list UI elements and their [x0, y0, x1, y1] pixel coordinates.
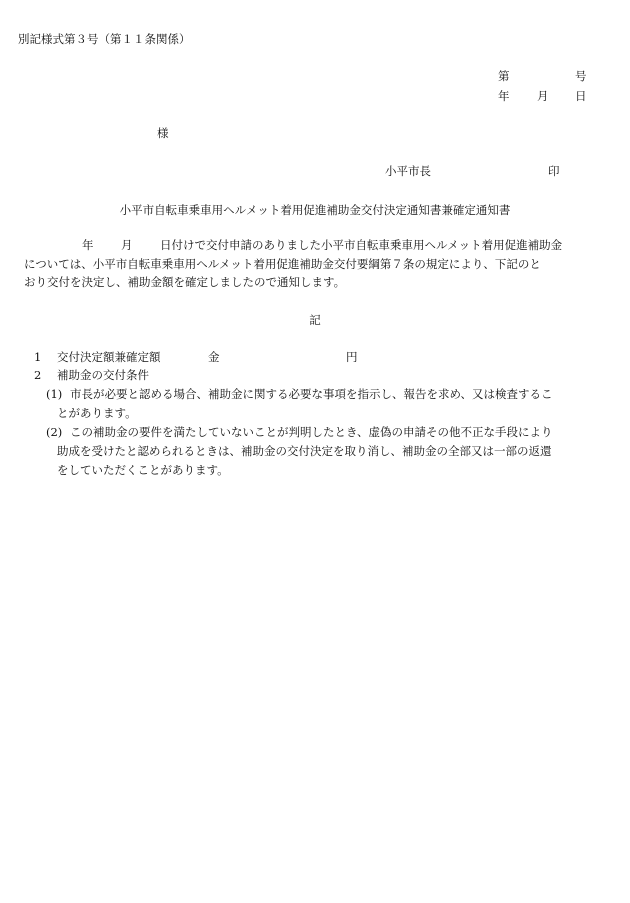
intro-month: 月 — [121, 238, 133, 252]
sender-name: 小平市長 — [385, 164, 431, 178]
date-day: 日 — [575, 89, 587, 103]
issue-number-prefix: 第 — [498, 69, 510, 83]
cond1-number: (1) — [46, 387, 63, 401]
intro-year: 年 — [82, 238, 94, 252]
item2-number: 2 — [34, 368, 42, 382]
form-label: 別記様式第３号（第１１条関係） — [18, 32, 191, 46]
cond2-line2: 助成を受けたと認められるときは、補助金の交付決定を取り消し、補助金の全部又は一部の返還 — [57, 444, 552, 458]
item1-kin: 金 — [208, 350, 220, 364]
cond1-line1: 市長が必要と認める場合、補助金に関する必要な事項を指示し、報告を求め、又は検査するこ — [70, 387, 553, 401]
seal-mark: 印 — [548, 164, 560, 178]
addressee-honorific: 様 — [157, 126, 169, 140]
date-year: 年 — [498, 89, 510, 103]
document-title: 小平市自転車乗車用ヘルメット着用促進補助金交付決定通知書兼確定通知書 — [119, 203, 511, 217]
intro-line2: については、小平市自転車乗車用ヘルメット着用促進補助金交付要綱第７条の規定により、下記のと — [24, 257, 541, 271]
item1-number: 1 — [34, 350, 42, 364]
date-month: 月 — [537, 89, 549, 103]
ki-heading: 記 — [309, 313, 321, 327]
intro-line3: おり交付を決定し、補助金額を確定しましたので通知します。 — [24, 275, 346, 289]
cond2-line3: をしていただくことがあります。 — [57, 463, 229, 477]
item1-yen: 円 — [346, 350, 358, 364]
cond2-line1: この補助金の要件を満たしていないことが判明したとき、虚偽の申請その他不正な手段により — [70, 425, 553, 439]
issue-number-suffix: 号 — [575, 69, 587, 83]
intro-line1: 日付けで交付申請のありました小平市自転車乗車用ヘルメット着用促進補助金 — [160, 238, 563, 252]
item1-label: 交付決定額兼確定額 — [57, 350, 161, 364]
cond2-number: (2) — [46, 425, 63, 439]
item2-label: 補助金の交付条件 — [57, 368, 149, 382]
cond1-line2: とがあります。 — [57, 406, 137, 420]
